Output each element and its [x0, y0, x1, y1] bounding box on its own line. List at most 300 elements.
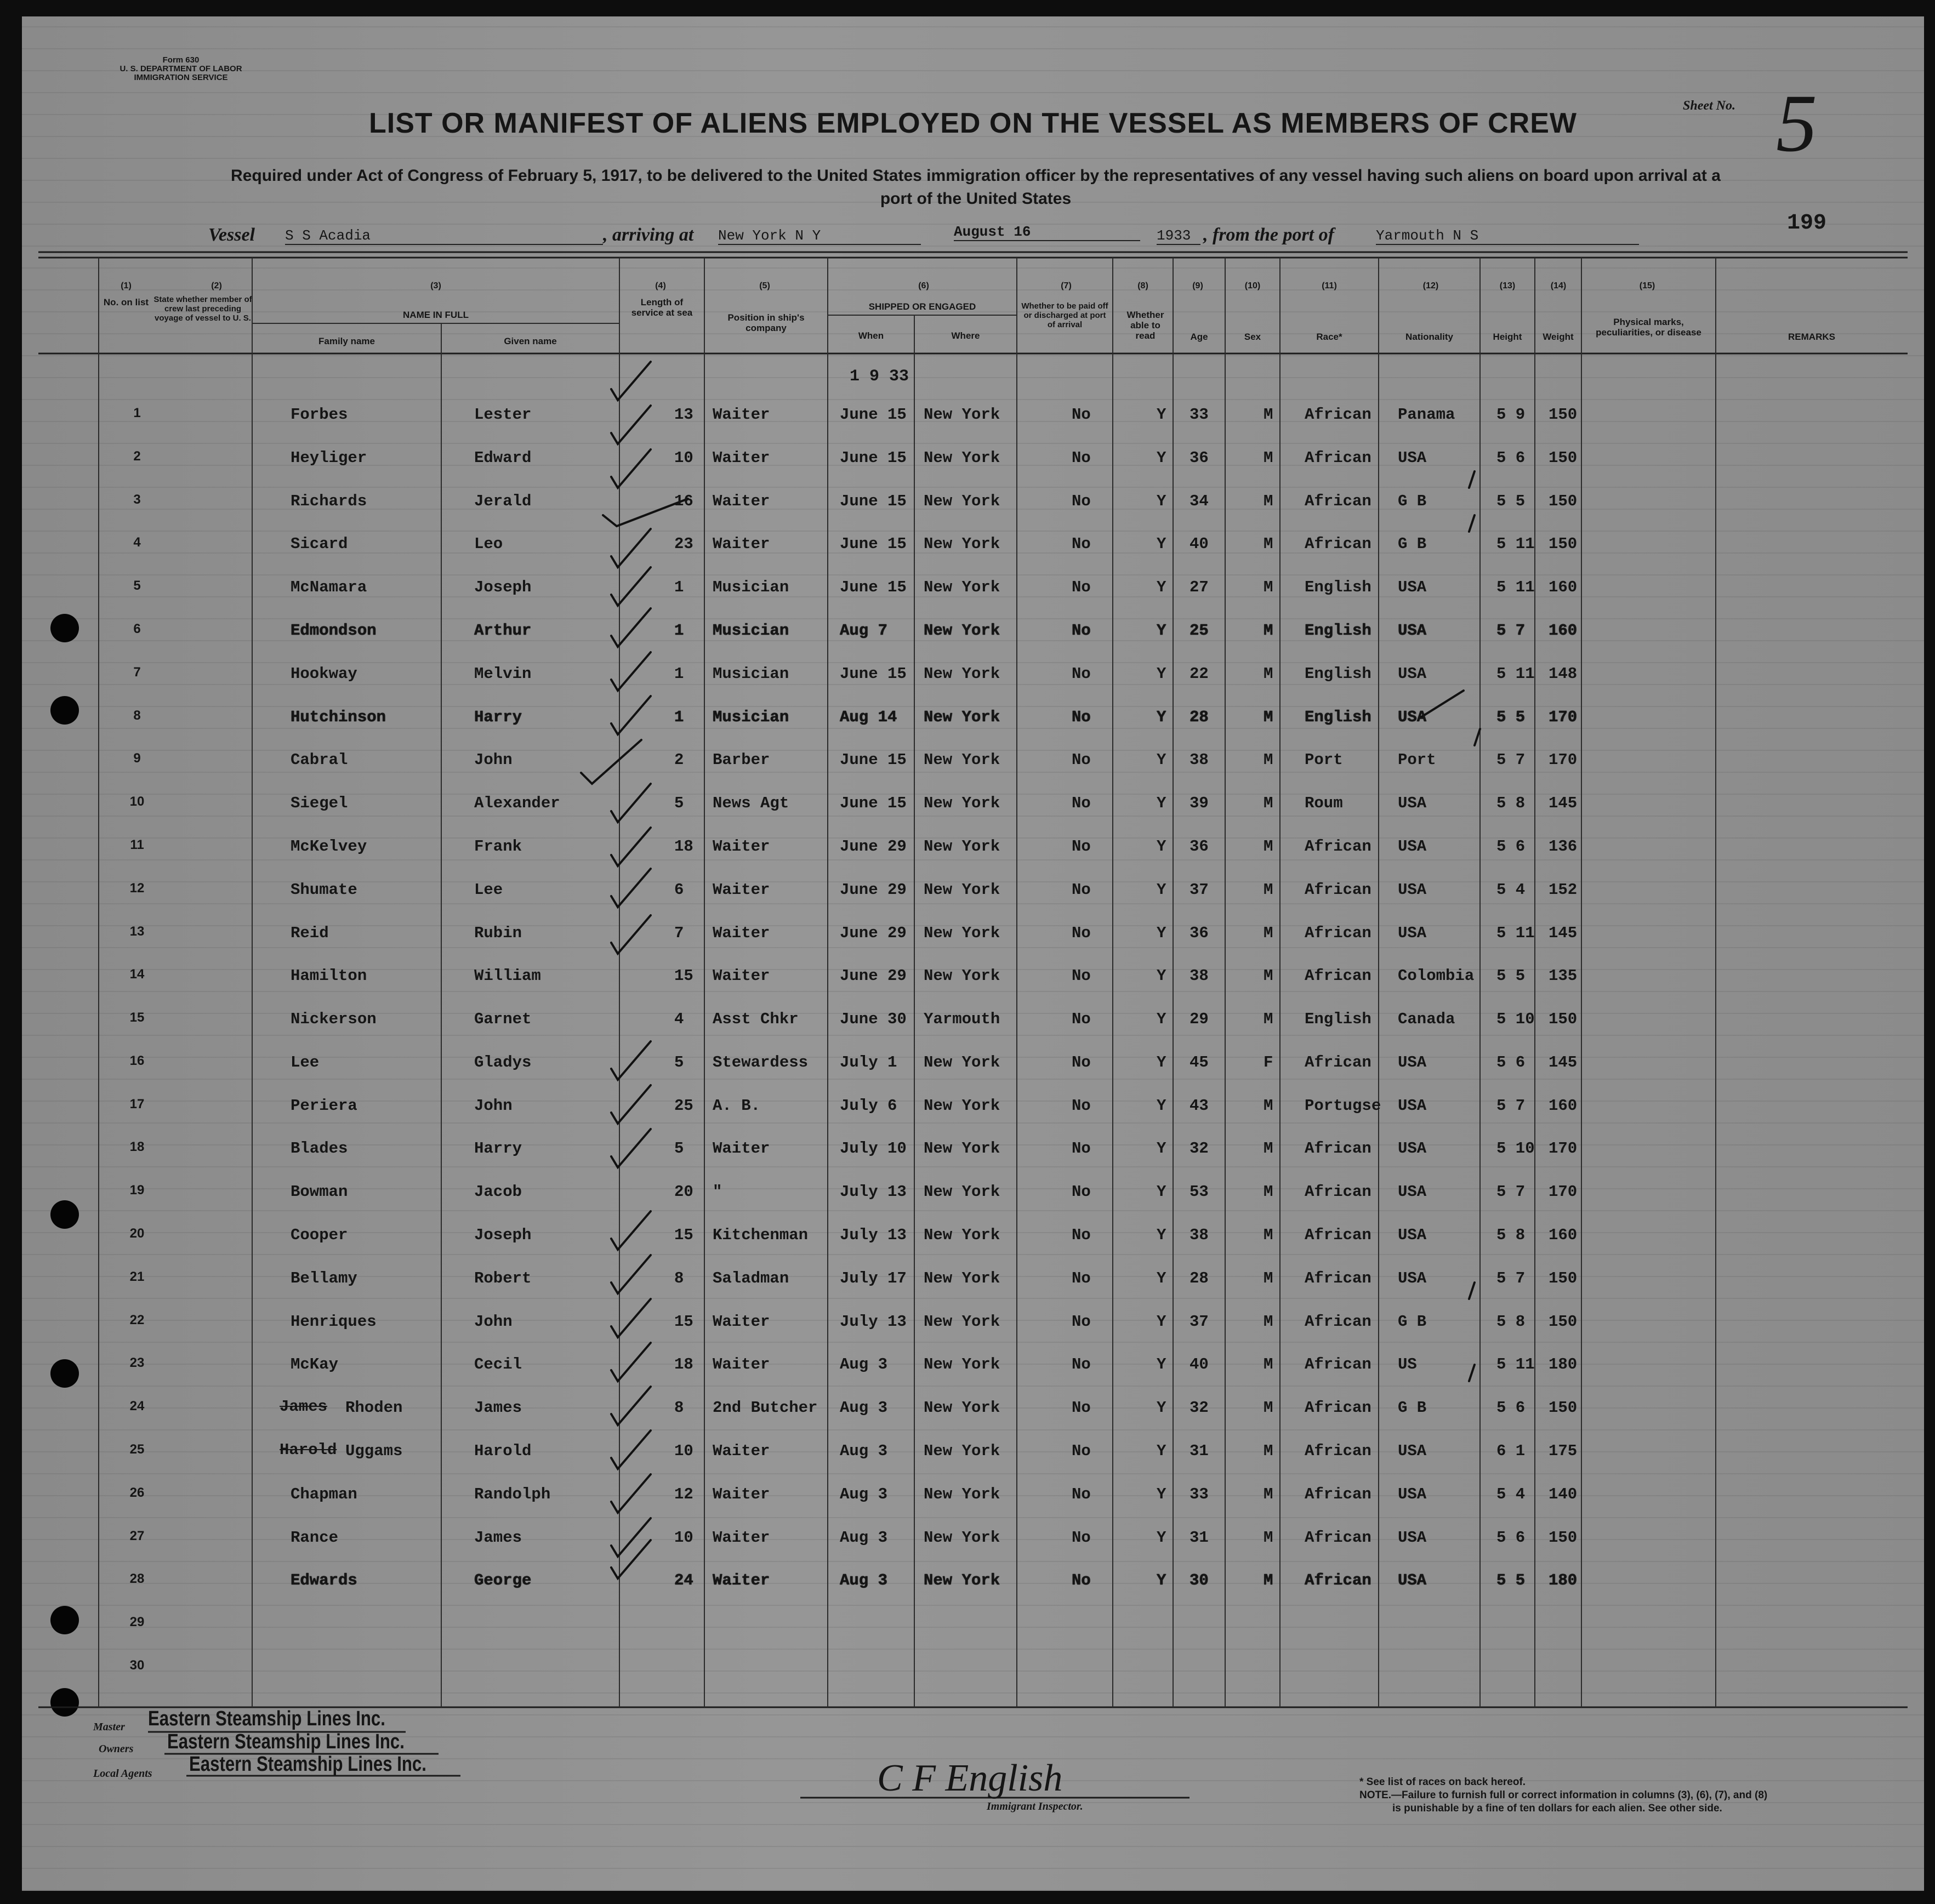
cell-given-name: Garnet: [474, 1010, 532, 1028]
col-header-weight: Weight: [1543, 332, 1574, 342]
cell-able-to-read: Y: [1157, 1183, 1166, 1201]
col-num-1: (1): [121, 281, 132, 290]
cell-age: 36: [1190, 449, 1209, 467]
cell-nationality: Panama: [1398, 406, 1455, 424]
row-number: 7: [133, 665, 141, 680]
cell-race: English: [1305, 665, 1371, 683]
col-header-prior-voyage: State whether member of crew last preceding voyage of vessel to U. S.: [153, 295, 252, 323]
cell-family-name: Lee: [291, 1053, 320, 1071]
row-number: 8: [133, 708, 141, 723]
cell-race: African: [1305, 1226, 1371, 1244]
cell-able-to-read: Y: [1157, 751, 1166, 769]
cell-shipped-when: Aug 7: [840, 622, 888, 640]
cell-shipped-where: New York: [924, 578, 1000, 596]
cell-position: Musician: [713, 665, 789, 683]
cell-nationality: USA: [1398, 708, 1427, 726]
row-number: 13: [129, 924, 145, 939]
cell-given-name: Rubin: [474, 924, 522, 942]
col-header-where: Where: [951, 330, 980, 341]
sheet-no-value: 5: [1776, 78, 1817, 169]
cell-shipped-where: New York: [924, 1529, 1000, 1547]
cell-shipped-where: New York: [924, 708, 1000, 726]
cell-paid-off: No: [1072, 967, 1091, 985]
cell-shipped-when: June 15: [840, 578, 907, 596]
cell-weight: 150: [1549, 492, 1578, 510]
cell-sex: M: [1264, 578, 1273, 596]
cell-shipped-where: New York: [924, 1269, 1000, 1287]
manifest-grid: [22, 16, 1924, 1891]
cell-paid-off: No: [1072, 1053, 1091, 1071]
cell-sex: M: [1264, 1571, 1273, 1589]
cell-race: African: [1305, 967, 1371, 985]
cell-sex: M: [1264, 967, 1273, 985]
cell-shipped-where: New York: [924, 1226, 1000, 1244]
cell-age: 32: [1190, 1139, 1209, 1158]
cell-age: 36: [1190, 924, 1209, 942]
subtitle-line-1: Required under Act of Congress of February 5, 1917, to be delivered to the United States immigration officer by the representatives of any vessel having such aliens on board upon arrival at a: [231, 167, 1721, 185]
cell-sex: M: [1264, 622, 1273, 640]
cell-age: 25: [1190, 622, 1209, 640]
cell-family-name: Uggams: [345, 1442, 403, 1460]
row-number: 17: [129, 1097, 145, 1111]
cell-shipped-where: New York: [924, 924, 1000, 942]
row-number: 9: [133, 751, 141, 766]
cell-height: 5 10: [1496, 1139, 1535, 1158]
cell-height: 5 5: [1496, 967, 1526, 985]
year-annotation: 1 9 33: [850, 367, 909, 386]
cell-service-length: 10: [674, 449, 693, 467]
cell-given-name: John: [474, 751, 513, 769]
cell-family-name: Chapman: [291, 1485, 357, 1503]
cell-shipped-when: June 15: [840, 794, 907, 812]
cell-height: 5 8: [1496, 794, 1526, 812]
cell-position: Musician: [713, 578, 789, 596]
cell-paid-off: No: [1072, 794, 1091, 812]
cell-family-name: Bellamy: [291, 1269, 357, 1287]
cell-race: Roum: [1305, 794, 1343, 812]
cell-age: 36: [1190, 837, 1209, 856]
cell-sex: M: [1264, 1183, 1273, 1201]
cell-shipped-when: June 15: [840, 492, 907, 510]
cell-service-length: 10: [674, 1529, 693, 1547]
cell-race: African: [1305, 535, 1371, 553]
cell-shipped-where: New York: [924, 794, 1000, 812]
cell-weight: 160: [1549, 1226, 1578, 1244]
cell-age: 40: [1190, 1355, 1209, 1373]
row-number: 22: [129, 1313, 145, 1327]
cell-paid-off: No: [1072, 1226, 1091, 1244]
cell-given-name: John: [474, 1313, 513, 1331]
cell-race: English: [1305, 578, 1371, 596]
cell-position: Waiter: [713, 1313, 770, 1331]
row-number: 23: [129, 1355, 145, 1370]
cell-paid-off: No: [1072, 1139, 1091, 1158]
cell-shipped-when: Aug 3: [840, 1529, 888, 1547]
cell-service-length: 20: [674, 1183, 693, 1201]
cell-nationality: USA: [1398, 1097, 1427, 1115]
cell-weight: 150: [1549, 406, 1578, 424]
cell-height: 5 6: [1496, 1399, 1526, 1417]
cell-nationality: USA: [1398, 1442, 1427, 1460]
vessel-value: S S Acadia: [285, 227, 603, 245]
cell-height: 6 1: [1496, 1442, 1526, 1460]
cell-service-length: 25: [674, 1097, 693, 1115]
cell-shipped-where: New York: [924, 1442, 1000, 1460]
cell-given-name: Harry: [474, 708, 522, 726]
cell-shipped-where: New York: [924, 751, 1000, 769]
cell-age: 43: [1190, 1097, 1209, 1115]
cell-service-length: 5: [674, 1139, 684, 1158]
cell-paid-off: No: [1072, 751, 1091, 769]
row-number: 2: [133, 449, 141, 464]
col-num-11: (11): [1322, 281, 1337, 290]
cell-nationality: USA: [1398, 1485, 1427, 1503]
cell-shipped-when: Aug 3: [840, 1442, 888, 1460]
cell-nationality: Colombia: [1398, 967, 1475, 985]
cell-able-to-read: Y: [1157, 665, 1166, 683]
cell-family-name: Heyliger: [291, 449, 367, 467]
cell-family-name: McKelvey: [291, 837, 367, 856]
col-num-13: (13): [1499, 281, 1516, 290]
cell-able-to-read: Y: [1157, 881, 1166, 899]
col-num-9: (9): [1192, 281, 1203, 290]
cell-able-to-read: Y: [1157, 1355, 1166, 1373]
row-number: 6: [133, 622, 141, 636]
cell-sex: M: [1264, 1226, 1273, 1244]
cell-family-name: Rance: [291, 1529, 339, 1547]
cell-age: 30: [1190, 1571, 1209, 1589]
cell-able-to-read: Y: [1157, 967, 1166, 985]
cell-age: 31: [1190, 1529, 1209, 1547]
cell-position: Waiter: [713, 1529, 770, 1547]
agents-value: Eastern Steamship Lines Inc.: [189, 1753, 426, 1776]
cell-age: 33: [1190, 406, 1209, 424]
cell-sex: F: [1264, 1053, 1273, 1071]
cell-shipped-when: July 1: [840, 1053, 897, 1071]
cell-shipped-where: New York: [924, 1485, 1000, 1503]
form-service: IMMIGRATION SERVICE: [134, 73, 228, 82]
cell-able-to-read: Y: [1157, 1010, 1166, 1028]
cell-sex: M: [1264, 708, 1273, 726]
cell-nationality: Port: [1398, 751, 1436, 769]
col-header-family-name: Family name: [318, 336, 375, 346]
owners-label: Owners: [99, 1743, 134, 1755]
cell-paid-off: No: [1072, 1485, 1091, 1503]
form-department: U. S. DEPARTMENT OF LABOR: [119, 64, 242, 73]
cell-given-name: Edward: [474, 449, 532, 467]
cell-position: Waiter: [713, 967, 770, 985]
col-header-age: Age: [1190, 332, 1208, 342]
cell-position: Stewardess: [713, 1053, 809, 1071]
cell-race: African: [1305, 1053, 1371, 1071]
col-header-sex: Sex: [1244, 332, 1261, 342]
cell-given-name: Harold: [474, 1442, 532, 1460]
cell-age: 34: [1190, 492, 1209, 510]
col-header-read: Whether able to read: [1126, 310, 1164, 341]
cell-shipped-where: New York: [924, 1053, 1000, 1071]
cell-able-to-read: Y: [1157, 406, 1166, 424]
cell-able-to-read: Y: [1157, 492, 1166, 510]
col-header-name: NAME IN FULL: [403, 310, 469, 320]
cell-service-length: 1: [674, 708, 684, 726]
cell-shipped-when: June 15: [840, 535, 907, 553]
cell-race: African: [1305, 1485, 1371, 1503]
col-num-14: (14): [1550, 281, 1567, 290]
cell-race: Portugse: [1305, 1097, 1381, 1115]
cell-family-name: Edmondson: [291, 622, 377, 640]
cell-shipped-when: Aug 3: [840, 1485, 888, 1503]
cell-given-name: Joseph: [474, 1226, 532, 1244]
cell-sex: M: [1264, 881, 1273, 899]
cell-age: 27: [1190, 578, 1209, 596]
cell-weight: 150: [1549, 1399, 1578, 1417]
col-num-10: (10): [1244, 281, 1261, 290]
cell-paid-off: No: [1072, 535, 1091, 553]
date-value: August 16: [954, 224, 1140, 241]
cell-height: 5 6: [1496, 1529, 1526, 1547]
cell-able-to-read: Y: [1157, 1269, 1166, 1287]
cell-nationality: USA: [1398, 1053, 1427, 1071]
cell-position: Musician: [713, 622, 789, 640]
cell-nationality: Canada: [1398, 1010, 1455, 1028]
cell-height: 5 11: [1496, 535, 1535, 553]
cell-paid-off: No: [1072, 1529, 1091, 1547]
agents-label: Local Agents: [93, 1768, 152, 1780]
cell-paid-off: No: [1072, 492, 1091, 510]
cell-position: Waiter: [713, 535, 770, 553]
cell-nationality: USA: [1398, 1529, 1427, 1547]
cell-shipped-where: New York: [924, 1399, 1000, 1417]
cell-given-name: James: [474, 1399, 522, 1417]
row-number: 12: [129, 881, 145, 896]
cell-shipped-when: June 30: [840, 1010, 907, 1028]
cell-position: Waiter: [713, 1571, 770, 1589]
cell-nationality: G B: [1398, 1399, 1427, 1417]
cell-paid-off: No: [1072, 837, 1091, 856]
cell-shipped-where: New York: [924, 881, 1000, 899]
col-header-race: Race*: [1316, 332, 1342, 342]
cell-given-name: William: [474, 967, 541, 985]
subtitle-line-2: port of the United States: [880, 190, 1072, 208]
cell-height: 5 11: [1496, 665, 1535, 683]
cell-race: African: [1305, 1571, 1371, 1589]
cell-height: 5 4: [1496, 881, 1526, 899]
cell-age: 38: [1190, 751, 1209, 769]
cell-given-name: George: [474, 1571, 532, 1589]
row-number: 4: [133, 535, 141, 550]
col-header-no: No. on list: [103, 297, 149, 307]
cell-family-name: Nickerson: [291, 1010, 377, 1028]
col-header-height: Height: [1493, 332, 1522, 342]
cell-paid-off: No: [1072, 1269, 1091, 1287]
cell-sex: M: [1264, 837, 1273, 856]
cell-height: 5 9: [1496, 406, 1526, 424]
cell-age: 22: [1190, 665, 1209, 683]
cell-nationality: USA: [1398, 622, 1427, 640]
cell-given-name: Leo: [474, 535, 503, 553]
row-number: 28: [129, 1571, 145, 1586]
cell-service-length: 13: [674, 406, 693, 424]
cell-family-name: Hutchinson: [291, 708, 386, 726]
cell-able-to-read: Y: [1157, 794, 1166, 812]
cell-weight: 150: [1549, 535, 1578, 553]
row-number: 20: [129, 1226, 145, 1241]
cell-position: Barber: [713, 751, 770, 769]
cell-able-to-read: Y: [1157, 1485, 1166, 1503]
row-number: 21: [129, 1269, 145, 1284]
cell-position: Waiter: [713, 406, 770, 424]
cell-shipped-when: June 29: [840, 881, 907, 899]
cell-sex: M: [1264, 1355, 1273, 1373]
cell-position: A. B.: [713, 1097, 761, 1115]
cell-age: 45: [1190, 1053, 1209, 1071]
cell-able-to-read: Y: [1157, 1139, 1166, 1158]
cell-family-name: Cooper: [291, 1226, 348, 1244]
cell-sex: M: [1264, 1529, 1273, 1547]
cell-weight: 170: [1549, 1183, 1578, 1201]
cell-sex: M: [1264, 1485, 1273, 1503]
row-number: 11: [130, 837, 144, 852]
cell-able-to-read: Y: [1157, 1097, 1166, 1115]
cell-position: Waiter: [713, 881, 770, 899]
cell-shipped-when: July 10: [840, 1139, 907, 1158]
cell-given-name: Robert: [474, 1269, 532, 1287]
cell-weight: 170: [1549, 751, 1578, 769]
cell-position: ": [713, 1183, 722, 1201]
row-number: 18: [129, 1139, 145, 1154]
cell-nationality: USA: [1398, 1226, 1427, 1244]
cell-able-to-read: Y: [1157, 535, 1166, 553]
cell-able-to-read: Y: [1157, 1571, 1166, 1589]
cell-age: 37: [1190, 881, 1209, 899]
cell-nationality: G B: [1398, 1313, 1427, 1331]
cell-service-length: 10: [674, 1442, 693, 1460]
cell-shipped-where: New York: [924, 622, 1000, 640]
cell-height: 5 5: [1496, 492, 1526, 510]
cell-weight: 136: [1549, 837, 1578, 856]
col-num-7: (7): [1061, 281, 1072, 290]
cell-family-name: Blades: [291, 1139, 348, 1158]
cell-service-length: 18: [674, 837, 693, 856]
cell-nationality: USA: [1398, 1571, 1427, 1589]
cell-weight: 170: [1549, 1139, 1578, 1158]
cell-weight: 145: [1549, 924, 1578, 942]
cell-height: 5 7: [1496, 1097, 1526, 1115]
cell-age: 38: [1190, 967, 1209, 985]
cell-age: 29: [1190, 1010, 1209, 1028]
col-num-6: (6): [918, 281, 929, 290]
cell-able-to-read: Y: [1157, 622, 1166, 640]
row-number: 25: [129, 1442, 145, 1457]
cell-race: African: [1305, 449, 1371, 467]
cell-race: African: [1305, 1529, 1371, 1547]
cell-age: 28: [1190, 1269, 1209, 1287]
col-header-physical-marks: Physical marks, peculiarities, or disease: [1596, 317, 1701, 338]
cell-nationality: USA: [1398, 881, 1427, 899]
cell-service-length: 15: [674, 1226, 693, 1244]
cell-service-length: 24: [674, 1571, 693, 1589]
inspector-signature: C F English: [877, 1757, 1063, 1799]
cell-family-name: Cabral: [291, 751, 348, 769]
cell-given-name: Arthur: [474, 622, 532, 640]
cell-shipped-when: June 29: [840, 967, 907, 985]
cell-height: 5 10: [1496, 1010, 1535, 1028]
struck-family-name: James: [280, 1398, 328, 1416]
inspector-label: Immigrant Inspector.: [987, 1800, 1083, 1812]
cell-weight: 175: [1549, 1442, 1578, 1460]
cell-service-length: 2: [674, 751, 684, 769]
from-value: Yarmouth N S: [1376, 227, 1639, 245]
cell-given-name: Harry: [474, 1139, 522, 1158]
cell-shipped-when: July 17: [840, 1269, 907, 1287]
cell-age: 37: [1190, 1313, 1209, 1331]
cell-height: 5 7: [1496, 751, 1526, 769]
cell-paid-off: No: [1072, 1399, 1091, 1417]
row-number: 14: [129, 967, 145, 982]
cell-weight: 180: [1549, 1355, 1578, 1373]
cell-height: 5 4: [1496, 1485, 1526, 1503]
cell-service-length: 8: [674, 1399, 684, 1417]
row-number: 10: [129, 794, 145, 809]
cell-height: 5 8: [1496, 1226, 1526, 1244]
cell-service-length: 18: [674, 1355, 693, 1373]
cell-height: 5 6: [1496, 1053, 1526, 1071]
cell-able-to-read: Y: [1157, 1053, 1166, 1071]
cell-race: African: [1305, 837, 1371, 856]
cell-race: African: [1305, 924, 1371, 942]
cell-paid-off: No: [1072, 1571, 1091, 1589]
cell-able-to-read: Y: [1157, 708, 1166, 726]
cell-height: 5 6: [1496, 837, 1526, 856]
cell-position: Kitchenman: [713, 1226, 809, 1244]
cell-race: African: [1305, 1355, 1371, 1373]
cell-shipped-where: New York: [924, 492, 1000, 510]
cell-position: Waiter: [713, 492, 770, 510]
cell-shipped-when: July 13: [840, 1183, 907, 1201]
cell-weight: 150: [1549, 1010, 1578, 1028]
cell-shipped-when: June 15: [840, 449, 907, 467]
cell-family-name: Edwards: [291, 1571, 357, 1589]
manifest-sheet: [22, 16, 1924, 1891]
row-number: 27: [129, 1529, 145, 1543]
col-header-when: When: [858, 330, 884, 341]
cell-given-name: Melvin: [474, 665, 532, 683]
cell-shipped-where: New York: [924, 406, 1000, 424]
col-num-12: (12): [1422, 281, 1439, 290]
col-header-given-name: Given name: [504, 336, 557, 346]
stamp-number: 199: [1787, 211, 1827, 236]
col-num-3: (3): [430, 281, 441, 290]
cell-shipped-when: July 6: [840, 1097, 897, 1115]
cell-service-length: 4: [674, 1010, 684, 1028]
cell-able-to-read: Y: [1157, 1529, 1166, 1547]
cell-able-to-read: Y: [1157, 1442, 1166, 1460]
cell-shipped-where: New York: [924, 1183, 1000, 1201]
cell-sex: M: [1264, 1399, 1273, 1417]
cell-weight: 160: [1549, 578, 1578, 596]
cell-shipped-when: July 13: [840, 1313, 907, 1331]
col-num-2: (2): [211, 281, 222, 290]
cell-weight: 180: [1549, 1571, 1578, 1589]
col-num-8: (8): [1137, 281, 1148, 290]
cell-given-name: Jacob: [474, 1183, 522, 1201]
cell-sex: M: [1264, 449, 1273, 467]
cell-nationality: US: [1398, 1355, 1417, 1373]
cell-weight: 145: [1549, 794, 1578, 812]
cell-race: African: [1305, 1269, 1371, 1287]
cell-family-name: Periera: [291, 1097, 357, 1115]
cell-position: 2nd Butcher: [713, 1399, 818, 1417]
